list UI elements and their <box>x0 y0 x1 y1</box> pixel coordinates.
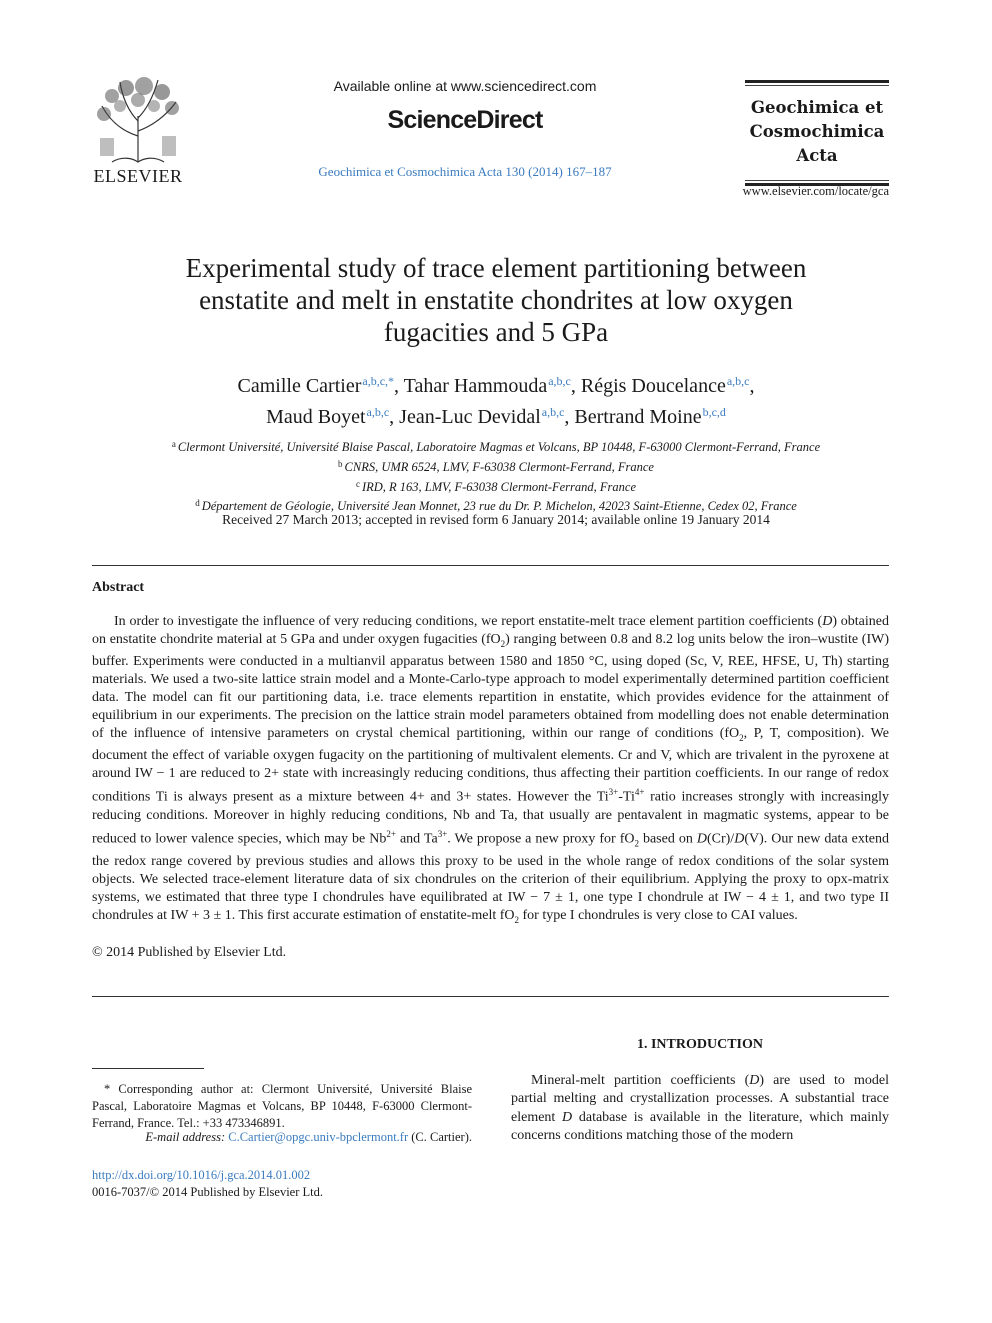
introduction-paragraph: Mineral-melt partition coefficients (D) are used to model partial melting and crystallization processes. A substantial trace element D database is available in the literature, which mainly concerns conditions matching those of the modern <box>511 1073 890 1143</box>
abstract-paragraph: In order to investigate the influence of very reducing conditions, we report enstatite-melt trace element partition coefficients (D) obtained on enstatite chondrite material at 5 GPa and under oxygen fugacities $(fO_2)$ ranging between 0.8 and 8.2 log units below the iron–wustite (IW) buffer. Experiments were conducted in a multianvil apparatus between 1580 and 1850 °C, using doped (Sc, V, REE, HFSE, U, Th) starting materials. We used a two-site lattice strain model and a Monte-Carlo-type approach to model experimentally determined partition coefficient data. The model can fit our partitioning data, i.e. trace elements repartition in enstatite, which provides evidence for the attainment of equilibrium in our experiments. The precision on the lattice strain model parameters obtained from modelling does not enable determination of the influence of intensive parameters on crystal chemical partitioning, within our range of conditions ($fO_2$, P, T, composition). We document the effect of variable oxygen fugacity on the partitioning of multivalent elements. Cr and V, which are trivalent in the pyroxene at around IW − 1 are reduced to 2+ state with increasingly reducing conditions, thus affecting their partition coefficients. In our range of redox conditions Ti is always present as a mixture between 4+ and 3+ states. However the $Ti^{3+}-Ti^{4+}$ ratio increases strongly with increasingly reducing conditions. Moreover in highly reducing conditions, Nb and Ta, that usually are pentavalent in magmatic systems, appear to be reduced to lower valence species, which may be $Nb^{2+}$ and $Ta^{3+}$. We propose a new proxy for $fO_2$ based on D(Cr)/D(V). Our new data extend the redox range covered by previous studies and allows this proxy to be used in the whole range of redox conditions of the solar system objects. We selected trace-element literature data of six chondrules on the criterion of their equilibrium. Applying the proxy to opx-matrix systems, we estimated that three type I chondrules have equilibrated at IW − 7 ± 1, one type I chondrule at IW − 4 ± 1, and two type II chondrules at IW + 3 ± 1. This first accurate estimation of enstatite-melt $fO_2$ for type I chondrules is very close to CAI values. <box>92 614 889 925</box>
author-name[interactable]: Camille Cartier <box>237 375 362 397</box>
author-affiliation-marks[interactable]: a,b,c <box>548 374 571 388</box>
footnote-text: * Corresponding author at: Clermont Université, Université Blaise Pascal, Laboratoire Magmas et Volcans, BP 10448, F-63000 Clermont-Ferrand, France. Tel.: +33 473346891. <box>92 1082 472 1130</box>
doi-link[interactable]: http://dx.doi.org/10.1016/j.gca.2014.01.002 <box>92 1168 311 1182</box>
affiliation-item: $^c$ IRD, R 163, LMV, F-63038 Clermont-Ferrand, France <box>355 478 637 494</box>
journal-url-link[interactable]: www.elsevier.com/locate/gca <box>742 184 889 198</box>
available-online-text[interactable]: Available online at www.sciencedirect.com <box>333 78 597 94</box>
sciencedirect-logo[interactable]: ScienceDirect <box>387 106 543 134</box>
abstract-rule-top <box>92 565 889 566</box>
corresponding-author-footnote <box>92 1081 472 1131</box>
journal-title-line: Acta <box>796 146 838 165</box>
email-label: E-mail address: <box>145 1130 226 1144</box>
author-name[interactable]: Tahar Hammouda <box>403 375 548 397</box>
abstract-heading: Abstract <box>92 580 145 595</box>
title-line: enstatite and melt in enstatite chondrites at low oxygen <box>199 285 793 315</box>
title-line: fugacities and 5 GPa <box>383 317 609 347</box>
journal-masthead <box>745 80 889 186</box>
abstract-body <box>92 613 889 929</box>
received-dates: Received 27 March 2013; accepted in revised form 6 January 2014; available online 19 January 2014 <box>222 512 770 527</box>
email-link[interactable]: C.Cartier@opgc.univ-bpclermont.fr <box>228 1130 409 1144</box>
author-affiliation-marks[interactable]: a,b,c,* <box>362 374 395 388</box>
paper-title <box>100 252 892 348</box>
footnote-rule <box>92 1068 204 1069</box>
footnote-email-line <box>92 1130 472 1145</box>
author-name[interactable]: Maud Boyet <box>266 406 366 428</box>
affiliation-list <box>60 436 932 515</box>
affiliation-item: $^b$ CNRS, UMR 6524, LMV, F-63038 Clermont-Ferrand, France <box>338 458 654 474</box>
introduction-heading: 1. INTRODUCTION <box>636 1037 763 1052</box>
author-affiliation-marks[interactable]: a,b,c <box>541 405 565 419</box>
author-affiliation-marks[interactable]: a,b,c <box>726 374 750 388</box>
affiliation-item: $^d$ Département de Géologie, Université Jean Monnet, 23 rue du Dr. P. Michelon, 42023 Saint-Etienne, Cedex 02, France <box>195 498 797 514</box>
journal-title <box>745 86 889 178</box>
masthead-rule-bottom-thin <box>745 180 889 181</box>
author-affiliation-marks[interactable]: a,b,c <box>366 405 390 419</box>
author-name[interactable]: Régis Doucelance <box>580 375 726 397</box>
introduction-body <box>511 1072 889 1145</box>
author-list: Camille Cartier$^{a,b,c,*}$, Tahar Hammouda$^{a,b,c}$, Régis Doucelance$^{a,b,c}$, Maud Boyet$^{a,b,c}$, Jean-Luc Devidal$^{a,b,c}$, Bertrand Moine$^{b,c,d}$ <box>237 374 755 428</box>
journal-citation-link[interactable]: Geochimica et Cosmochimica Acta 130 (2014) 167–187 <box>318 164 612 179</box>
abstract-rule-bottom <box>92 996 889 997</box>
masthead-rule-top <box>745 80 889 83</box>
affiliation-item: $^a$ Clermont Université, Université Blaise Pascal, Laboratoire Magmas et Volcans, BP 10448, F-63000 Clermont-Ferrand, France <box>171 439 821 454</box>
journal-title-line: Cosmochimica <box>749 122 885 141</box>
title-line: Experimental study of trace element partitioning between <box>185 253 807 283</box>
journal-title-line: Geochimica et <box>750 98 884 117</box>
author-name[interactable]: Jean-Luc Devidal <box>399 406 541 428</box>
issn-copyright: 0016-7037/© 2014 Published by Elsevier Ltd. <box>92 1185 324 1199</box>
author-affiliation-marks[interactable]: b,c,d <box>702 405 726 419</box>
abstract-copyright: © 2014 Published by Elsevier Ltd. <box>92 945 287 960</box>
email-suffix: (C. Cartier). <box>411 1130 472 1144</box>
publisher-logo[interactable] <box>88 76 188 187</box>
publisher-name: ELSEVIER <box>93 166 183 186</box>
elsevier-tree-logo-icon <box>92 76 184 164</box>
author-name[interactable]: Bertrand Moine <box>574 406 702 428</box>
